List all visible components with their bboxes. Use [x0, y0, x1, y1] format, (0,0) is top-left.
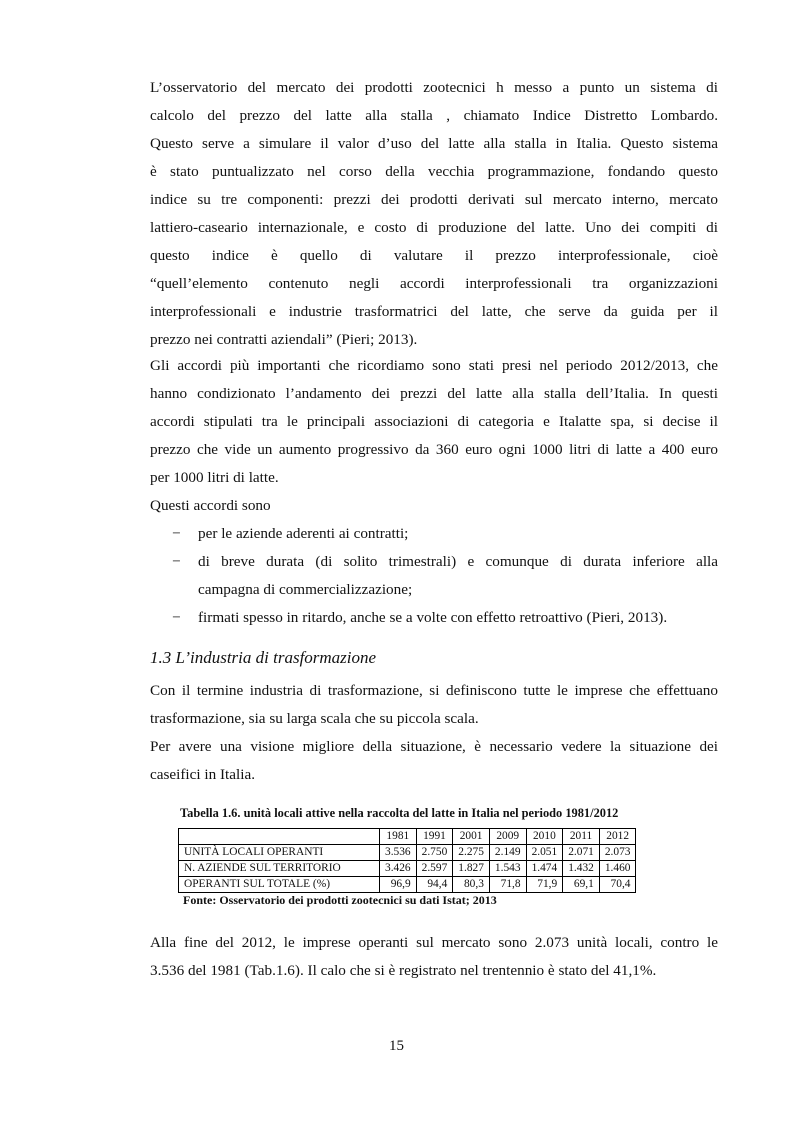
bullet-text: campagna di commercializzazione;	[198, 581, 413, 598]
text-line: calcolo del prezzo del latte alla stalla , chiamato Indice Distretto Lombardo.	[150, 107, 718, 124]
table-source: Fonte: Osservatorio dei prodotti zootecnici su dati Istat; 2013	[183, 893, 497, 907]
bullet-text: firmati spesso in ritardo, anche se a volte con effetto retroattivo (Pieri, 2013).	[198, 609, 668, 626]
text-line: Per avere una visione migliore della situazione, è necessario vedere la situazione dei	[150, 738, 718, 755]
row-label: UNITÀ LOCALI OPERANTI	[179, 845, 380, 861]
page-number: 15	[389, 1038, 404, 1054]
table-corner-cell	[179, 829, 380, 845]
table-cell: 71,8	[489, 877, 526, 893]
table-cell: 2.073	[599, 845, 636, 861]
text-line: Alla fine del 2012, le imprese operanti sul mercato sono 2.073 unità locali, contro le	[150, 934, 718, 951]
table-header-row	[179, 829, 636, 845]
table-cell: 1.827	[453, 861, 490, 877]
text-line: Con il termine industria di trasformazione, si definiscono tutte le imprese che effettuano	[150, 682, 718, 699]
text-line: indice su tre componenti: prezzi dei prodotti derivati sul mercato interno, mercato	[150, 191, 718, 208]
bullets-intro	[150, 492, 718, 520]
paragraph-osservatorio	[150, 74, 718, 354]
table-cell: 1.474	[526, 861, 563, 877]
dash-bullet-icon: −	[172, 609, 181, 626]
text-line: lattiero-caseario internazionale, e costo di produzione del latte. Uno dei compiti di	[150, 219, 718, 236]
row-label: N. AZIENDE SUL TERRITORIO	[179, 861, 380, 877]
table-cell: 2.051	[526, 845, 563, 861]
table-cell: 2.149	[489, 845, 526, 861]
bullet-text: di breve durata (di solito trimestrali) e comunque di durata inferiore alla	[198, 553, 718, 570]
table-cell: 1.432	[563, 861, 600, 877]
table-cell: 70,4	[599, 877, 636, 893]
text-line: caseifici in Italia.	[150, 766, 255, 783]
table-cell: 2.597	[416, 861, 453, 877]
table-cell: 71,9	[526, 877, 563, 893]
text-line: prezzo nei contratti aziendali” (Pieri; 2013).	[150, 331, 418, 348]
table-row	[179, 877, 636, 893]
text-line: è stato puntualizzato nel corso della vecchia programmazione, fondando questo	[150, 163, 718, 180]
paragraph-conclusione	[150, 929, 718, 985]
table-row	[179, 845, 636, 861]
paragraph-accordi	[150, 352, 718, 492]
row-label: OPERANTI SUL TOTALE (%)	[179, 877, 380, 893]
year-header: 2010	[526, 829, 563, 845]
bullets-intro-text: Questi accordi sono	[150, 497, 271, 514]
dash-bullet-icon: −	[172, 525, 181, 542]
table-cell: 2.071	[563, 845, 600, 861]
text-line: Gli accordi più importanti che ricordiamo sono stati presi nel periodo 2012/2013, che	[150, 357, 718, 374]
year-header: 2012	[599, 829, 636, 845]
text-line: hanno condizionato l’andamento dei prezzi del latte alla stalla dell’Italia. In questi	[150, 385, 718, 402]
text-line: interprofessionali e industrie trasformatrici del latte, che serve da guida per il	[150, 303, 718, 320]
paragraph-industria	[150, 677, 718, 733]
table-cell: 3.426	[380, 861, 417, 877]
table-cell: 69,1	[563, 877, 600, 893]
table-cell: 96,9	[380, 877, 417, 893]
table-caption: Tabella 1.6. unità locali attive nella raccolta del latte in Italia nel periodo 1981/2012	[180, 806, 619, 820]
text-line: 3.536 del 1981 (Tab.1.6). Il calo che si è registrato nel trentennio è stato del 41,1%.	[150, 962, 657, 979]
paragraph-visione	[150, 733, 718, 789]
table-cell: 1.460	[599, 861, 636, 877]
year-header: 1981	[380, 829, 417, 845]
text-line: L’osservatorio del mercato dei prodotti zootecnici h messo a punto un sistema di	[150, 79, 718, 96]
bullet-item	[150, 548, 718, 604]
text-line: prezzo che vide un aumento progressivo da 360 euro ogni 1000 litri di latte a 400 euro	[150, 441, 718, 458]
table-cell: 80,3	[453, 877, 490, 893]
text-line: per 1000 litri di latte.	[150, 469, 279, 486]
text-line: “quell’elemento contenuto negli accordi interprofessionali tra organizzazioni	[150, 275, 718, 292]
bullet-list	[150, 520, 718, 632]
table-cell: 94,4	[416, 877, 453, 893]
year-header: 2001	[453, 829, 490, 845]
bullet-item	[150, 520, 718, 548]
year-header: 2011	[563, 829, 600, 845]
text-line: questo indice è quello di valutare il prezzo interprofessionale, cioè	[150, 247, 718, 264]
text-line: Questo serve a simulare il valor d’uso del latte alla stalla in Italia. Questo sistema	[150, 135, 718, 152]
bullet-text: per le aziende aderenti ai contratti;	[198, 525, 409, 542]
table-row	[179, 861, 636, 877]
section-heading: 1.3 L’industria di trasformazione	[150, 648, 377, 667]
table-cell: 2.275	[453, 845, 490, 861]
dash-bullet-icon: −	[172, 553, 181, 570]
text-line: trasformazione, sia su larga scala che su piccola scala.	[150, 710, 479, 727]
data-table	[178, 828, 636, 893]
table-cell: 1.543	[489, 861, 526, 877]
year-header: 2009	[489, 829, 526, 845]
year-header: 1991	[416, 829, 453, 845]
text-line: accordi stipulati tra le principali associazioni di categoria e Italatte spa, si decise il	[150, 413, 718, 430]
table-cell: 2.750	[416, 845, 453, 861]
bullet-item	[150, 604, 718, 632]
table-cell: 3.536	[380, 845, 417, 861]
